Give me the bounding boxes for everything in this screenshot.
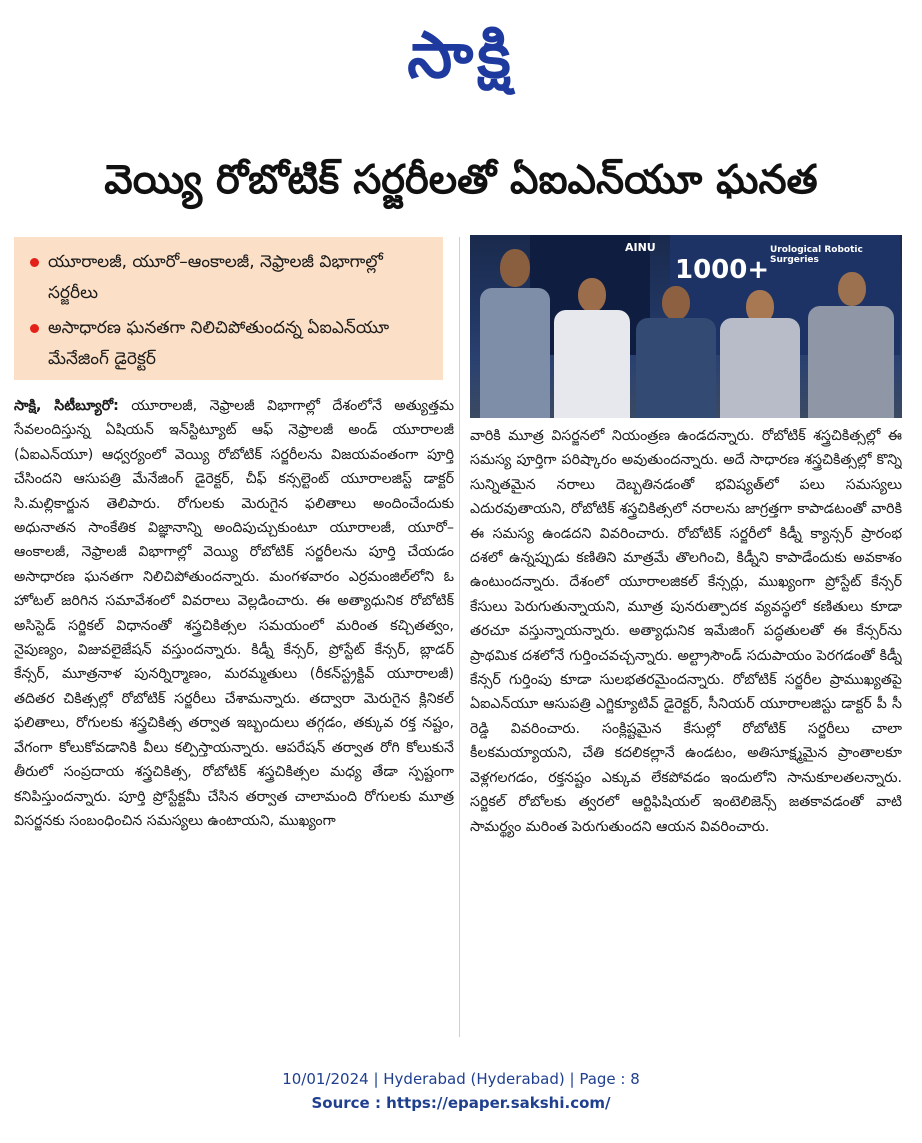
event-photo: [470, 235, 902, 418]
article-column-left: [14, 394, 454, 1040]
article-column-right: [470, 424, 902, 1034]
highlights-box: [14, 237, 443, 380]
column-divider: [459, 237, 460, 1037]
person-figure: [554, 258, 630, 418]
person-figure: [480, 243, 550, 418]
person-figure: [720, 268, 800, 418]
highlight-text: యూరాలజీ, యూరో–ఆంకాలజీ, నెఫ్రాలజీ విభాగాల్లో సర్జరీలు: [48, 252, 383, 303]
article-text: వారికి మూత్ర విసర్జనలో నియంత్రణ ఉండదన్నారు. రోబోటిక్ శస్త్రచికిత్సల్లో ఈ సమస్య పూర్తిగా పరిష్కారం అవుతుందన్నారు. అదే సాధారణ శస్త్రచికిత్సల్లో కొన్ని సున్నితమైన నరాలు దెబ్బతినడంతో భవిష్యత్‌లో పలు సమస్యలు ఎదురవుతాయని, రోబోటిక్ శస్త్రచికిత్సలో నరాలను జాగ్రత్తగా కాపాడటంతో వారికి ఈ సమస్య ఉండదని వివరించారు. రోబోటిక్ సర్జరీలో కిడ్నీ క్యాన్సర్ ప్రారంభ దశలో ఉన్నప్పుడు కణితిని మాత్రమే తొలగించి, కిడ్నీని కాపాడేందుకు అవకాశం ఉంటుందన్నారు. దేశంలో యూరాలజికల్ కేన్సర్లు, ముఖ్యంగా ప్రోస్టేట్ కేన్సర్ కేసులు పెరుగుతున్నాయని, మూత్ర పునరుత్పాదక వ్యవస్థలో కణితులు కూడా తరచూ వస్తున్నాయన్నారు. అత్యాధునిక ఇమేజింగ్ పద్ధతులతో ఈ కేన్సర్‌ను ప్రాథమిక దశలోనే గుర్తించవచ్చన్నారు. అల్ట్రాసౌండ్ సదుపాయం పెరగడంతో కిడ్నీ కేన్సర్ గుర్తింపు కూడా సులభతరమైందన్నారు. రోబోటిక్ సర్జరీల ప్రాముఖ్యతపై ఏఐఎన్‌యూ ఆసుపత్రి ఎగ్జిక్యూటివ్ డైరెక్టర్, సీనియర్ యూరాలజిస్టు డాక్టర్ పీ సీ రెడ్డి వివరించారు. సంక్లిష్టమైన కేసుల్లో రోబోటిక్ సర్జరీలు చాలా కీలకమయ్యాయని, చేతి కదలికల్లానే ఉండటం, అతిసూక్ష్మమైన ప్రాంతాలకూ వెళ్లగలగడం, రక్తనష్టం ఎక్కువ లేకపోవడం ఇందులోని సానుకూలతలన్నారు. సర్జికల్ రోబోలకు త్వరలో ఆర్టిఫిషియల్ ఇంటెలిజెన్స్ జతకావడంతో వాటి సామర్థ్యం మరింత పెరుగుతుందని ఆయన వివరించారు.: [470, 428, 902, 835]
footer-edition-info: 10/01/2024 | Hyderabad (Hyderabad) | Page : 8: [282, 1070, 640, 1088]
article-text: యూరాలజీ, నెఫ్రాలజీ విభాగాల్లో దేశంలోనే అత్యుత్తమ సేవలందిస్తున్న ఏషియన్ ఇన్‌స్టిట్యూట్ ఆఫ్ నెఫ్రాలజీ అండ్ యూరాలజీ (ఏఐఎన్‌యూ) ఆధ్వర్యంలో వెయ్యి రోబోటిక్ సర్జరీలను విజయవంతంగా పూర్తి చేసిందని ఆసుపత్రి మేనేజింగ్ డైరెక్టర్, చీఫ్ కన్సల్టెంట్ యూరాలజిస్ట్ డాక్టర్ సి.మల్లికార్జున తెలిపారు. రోగులకు మెరుగైన ఫలితాలు అందించేందుకు అధునాతన సాంకేతిక విజ్ఞానాన్ని అందిపుచ్చుకుంటూ యూరాలజీ, యూరో–ఆంకాలజీ, నెఫ్రాలజీ విభాగాల్లో వెయ్యి రోబోటిక్ సర్జరీలను పూర్తి చేయడం అసాధారణ ఘనతగా నిలిచిపోతుందన్నారు. మంగళవారం ఎర్రమంజిల్‌లోని ఓ హోటల్ జరిగిన సమావేశంలో వివరాలు వెల్లడించారు. ఈ అత్యాధునిక రోబోటిక్ అసిస్టెడ్ సర్జికల్ విధానంతో శస్త్రచికిత్సల సమయంలో మరింత కచ్చితత్వం, నైపుణ్యం, విజువలైజేషన్ వస్తుందన్నారు. కిడ్నీ కేన్సర్, ప్రోస్టేట్ కేన్సర్, బ్లాడర్ కేన్సర్, మూత్రనాళ పునర్నిర్మాణం, మరమ్మతులు (రీకన్‌స్ట్రక్టివ్ యూరాలజీ) తదితర చికిత్సల్లో రోబోటిక్ సర్జరీలు చేశామన్నారు. తద్వారా మెరుగైన క్లినికల్ ఫలితాలు, రోగులకు శస్త్రచికిత్స తర్వాత ఇబ్బందులు తగ్గడం, తక్కువ రక్త నష్టం, వేగంగా కోలుకోవడానికి వీలు కల్పిస్తాయన్నారు. ఆపరేషన్ తర్వాత రోగి కోలుకునే తీరులో సంప్రదాయ శస్త్రచికిత్స, రోబోటిక్ శస్త్రచికిత్సల మధ్య తేడా స్పష్టంగా కనిపిస్తుందన్నారు. పూర్తి ప్రోస్టేక్టమీ చేసిన తర్వాత చాలామంది రోగులకు మూత్ర విసర్జనకు సంబంధించిన సమస్యలు ఉంటాయని, ముఖ్యంగా: [14, 398, 454, 829]
banner-text: Urological Robotic Surgeries: [770, 245, 863, 265]
highlight-item: [28, 313, 433, 375]
banner-text: 1000+: [675, 255, 770, 285]
dateline: సాక్షి, సిటీబ్యూరో:: [14, 398, 119, 414]
bullet-icon: [30, 324, 39, 333]
headline: వెయ్యి రోబోటిక్ సర్జరీలతో ఏఐఎన్‌యూ ఘనత: [104, 157, 818, 203]
bullet-icon: [30, 258, 39, 267]
footer-source-link[interactable]: Source : https://epaper.sakshi.com/: [311, 1094, 611, 1112]
sakshi-logo: సాక్షి: [407, 19, 515, 93]
banner-text: AINU: [625, 241, 656, 254]
person-figure: [636, 268, 716, 418]
highlight-text: అసాధారణ ఘనతగా నిలిచిపోతుందన్న ఏఐఎన్‌యూ మేనేజింగ్ డైరెక్టర్: [48, 318, 390, 369]
masthead: [0, 6, 922, 110]
person-figure: [808, 258, 894, 418]
highlight-item: [28, 247, 433, 309]
